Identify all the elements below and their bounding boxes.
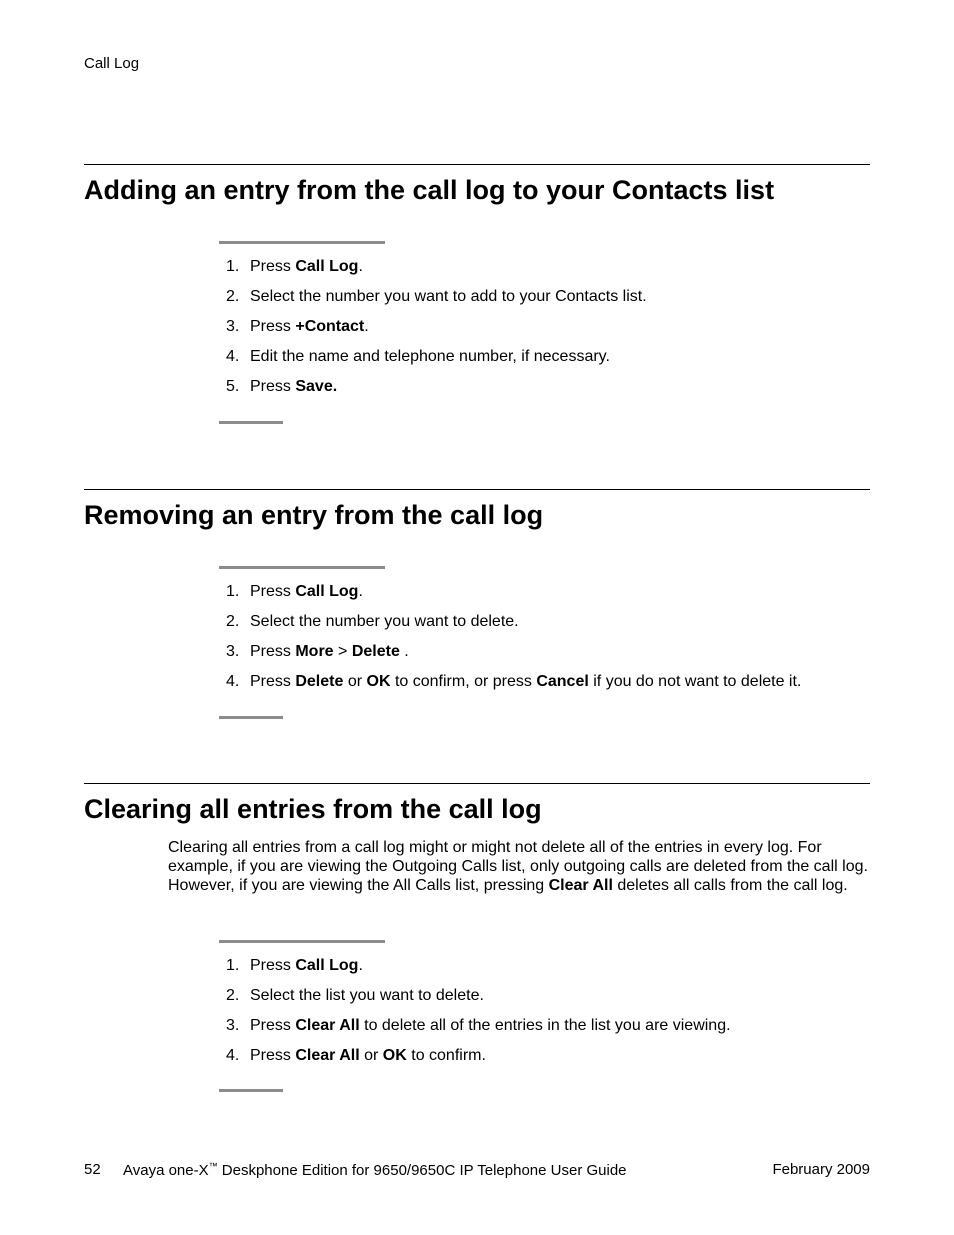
section-title: Adding an entry from the call log to your Contacts list: [84, 175, 775, 205]
procedure-step: [226, 672, 801, 702]
step-number: 1.: [226, 583, 240, 600]
procedure-step: [226, 1016, 731, 1046]
trademark-mark: ™: [208, 1161, 218, 1171]
ui-label: Delete: [351, 643, 400, 660]
step-text: Select the number you want to add to your Contacts list.: [250, 288, 647, 305]
step-text: to confirm.: [406, 1047, 486, 1064]
ui-label: More: [295, 643, 334, 660]
step-text: Press: [250, 673, 296, 690]
ui-label: OK: [366, 673, 391, 690]
procedure-step: [226, 347, 647, 377]
document-title: [123, 1161, 627, 1179]
procedure-step: [226, 642, 801, 672]
step-number: 3.: [226, 643, 240, 660]
step-text: to delete all of the entries in the list you are viewing.: [359, 1017, 731, 1034]
step-number: 4.: [226, 673, 240, 690]
step-text: to confirm, or press: [390, 673, 537, 690]
step-text: Select the number you want to delete.: [250, 613, 519, 630]
step-text: Press: [250, 318, 296, 335]
procedure-step: [226, 956, 731, 986]
step-number: 2.: [226, 613, 240, 630]
step-text: Press: [250, 258, 296, 275]
procedure-end-bar: [219, 1089, 283, 1092]
ui-label: Cancel: [536, 673, 589, 690]
procedure-steps: [226, 956, 731, 1076]
section-title: Removing an entry from the call log: [84, 500, 544, 530]
procedure-start-bar: [219, 566, 385, 569]
step-text: Press: [250, 1047, 296, 1064]
ui-label: Clear All: [548, 877, 613, 894]
ui-label: Call Log: [295, 583, 359, 600]
step-text: .: [358, 258, 363, 275]
step-number: 4.: [226, 348, 240, 365]
procedure-step: [226, 317, 647, 347]
page-number: 52: [84, 1161, 101, 1178]
procedure-steps: [226, 257, 647, 407]
procedure-start-bar: [219, 940, 385, 943]
publication-date: February 2009: [772, 1161, 870, 1178]
step-number: 1.: [226, 957, 240, 974]
step-text: Press: [250, 643, 296, 660]
section-intro-paragraph: [168, 838, 871, 895]
step-text: Edit the name and telephone number, if necessary.: [250, 348, 610, 365]
step-number: 1.: [226, 258, 240, 275]
ui-label: Delete: [295, 673, 344, 690]
procedure-step: [226, 612, 801, 642]
step-number: 2.: [226, 288, 240, 305]
ui-label: Call Log: [295, 258, 359, 275]
running-header: Call Log: [84, 55, 140, 72]
step-text: .: [358, 583, 363, 600]
procedure-step: [226, 377, 647, 407]
step-text: .: [358, 957, 363, 974]
step-text: Press: [250, 1017, 296, 1034]
step-text: Clearing all entries from a call log might or might not delete all of the entries in every log. For example, if you are viewing the Outgoing Calls list, only outgoing calls are deleted from the call log. However, if you are viewing the All Calls list, pressing: [168, 839, 868, 894]
procedure-step: [226, 257, 647, 287]
step-number: 3.: [226, 318, 240, 335]
procedure-step: [226, 582, 801, 612]
step-text: Select the list you want to delete.: [250, 987, 484, 1004]
step-text: .: [364, 318, 369, 335]
step-number: 3.: [226, 1017, 240, 1034]
section-title: Clearing all entries from the call log: [84, 794, 542, 824]
procedure-start-bar: [219, 241, 385, 244]
section-rule: [84, 783, 870, 784]
procedure-steps: [226, 582, 801, 702]
step-text: deletes all calls from the call log.: [612, 877, 848, 894]
section-remove-entry: [84, 489, 870, 531]
step-text: >: [333, 643, 352, 660]
ui-label: Clear All: [295, 1017, 360, 1034]
step-text: Press: [250, 378, 296, 395]
procedure-end-bar: [219, 421, 283, 424]
step-text: .: [399, 643, 409, 660]
procedure-step: [226, 1046, 731, 1076]
section-rule: [84, 164, 870, 165]
step-number: 5.: [226, 378, 240, 395]
ui-label: +Contact: [295, 318, 365, 335]
step-text: if you do not want to delete it.: [588, 673, 802, 690]
section-clear-all: [84, 783, 870, 825]
step-text: or: [359, 1047, 383, 1064]
section-rule: [84, 489, 870, 490]
procedure-step: [226, 986, 731, 1016]
step-text: Press: [250, 957, 296, 974]
step-text: or: [343, 673, 367, 690]
procedure-step: [226, 287, 647, 317]
document-title-post: Deskphone Edition for 9650/9650C IP Telephone User Guide: [217, 1162, 627, 1179]
ui-label: OK: [382, 1047, 407, 1064]
procedure-end-bar: [219, 716, 283, 719]
step-number: 2.: [226, 987, 240, 1004]
section-add-to-contacts: [84, 164, 870, 206]
ui-label: Clear All: [295, 1047, 360, 1064]
step-text: Press: [250, 583, 296, 600]
ui-label: Save.: [295, 378, 338, 395]
ui-label: Call Log: [295, 957, 359, 974]
step-number: 4.: [226, 1047, 240, 1064]
document-title-pre: Avaya one-X: [123, 1162, 209, 1179]
